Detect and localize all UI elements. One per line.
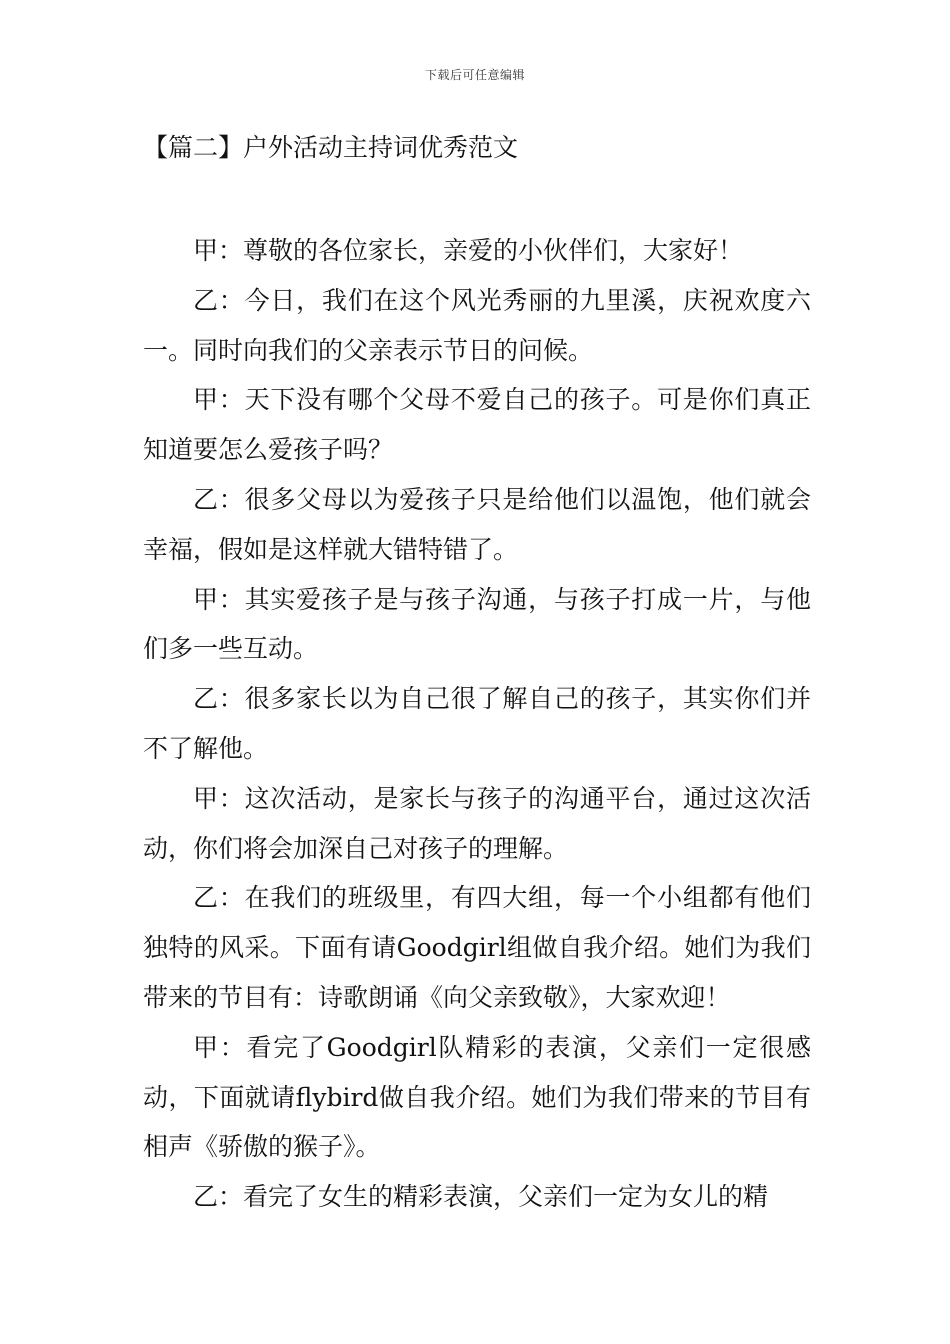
header-note: 下载后可任意编辑	[424, 68, 525, 82]
paragraph: 甲：其实爱孩子是与孩子沟通，与孩子打成一片，与他们多一些互动。	[143, 584, 811, 664]
paragraph: 乙：今日，我们在这个风光秀丽的九里溪，庆祝欢度六一。同时向我们的父亲表示节日的问候。	[143, 285, 811, 365]
paragraph: 甲：看完了Goodgirl队精彩的表演，父亲们一定很感动，下面就请flybird做自我介绍。她们为我们带来的节目有相声《骄傲的猴子》。	[143, 1032, 811, 1162]
paragraph: 乙：看完了女生的精彩表演，父亲们一定为女儿的精	[193, 1182, 769, 1212]
document-body	[143, 226, 811, 1222]
paragraph: 乙：很多父母以为爱孩子只是给他们以温饱，他们就会幸福，假如是这样就大错特错了。	[143, 484, 811, 564]
paragraph: 甲：这次活动，是家长与孩子的沟通平台，通过这次活动，你们将会加深自己对孩子的理解。	[143, 783, 811, 863]
paragraph: 乙：很多家长以为自己很了解自己的孩子，其实你们并不了解他。	[143, 684, 811, 763]
paragraph: 甲：天下没有哪个父母不爱自己的孩子。可是你们真正知道要怎么爱孩子吗？	[143, 385, 811, 465]
document-title: 【篇二】户外活动主持词优秀范文	[143, 133, 519, 162]
paragraph: 乙：在我们的班级里，有四大组，每一个小组都有他们独特的风采。下面有请Goodgirl组做自我介绍。她们为我们带来的节目有：诗歌朗诵《向父亲致敬》，大家欢迎！	[143, 883, 811, 1012]
paragraph: 甲：尊敬的各位家长，亲爱的小伙伴们，大家好！	[193, 236, 744, 265]
